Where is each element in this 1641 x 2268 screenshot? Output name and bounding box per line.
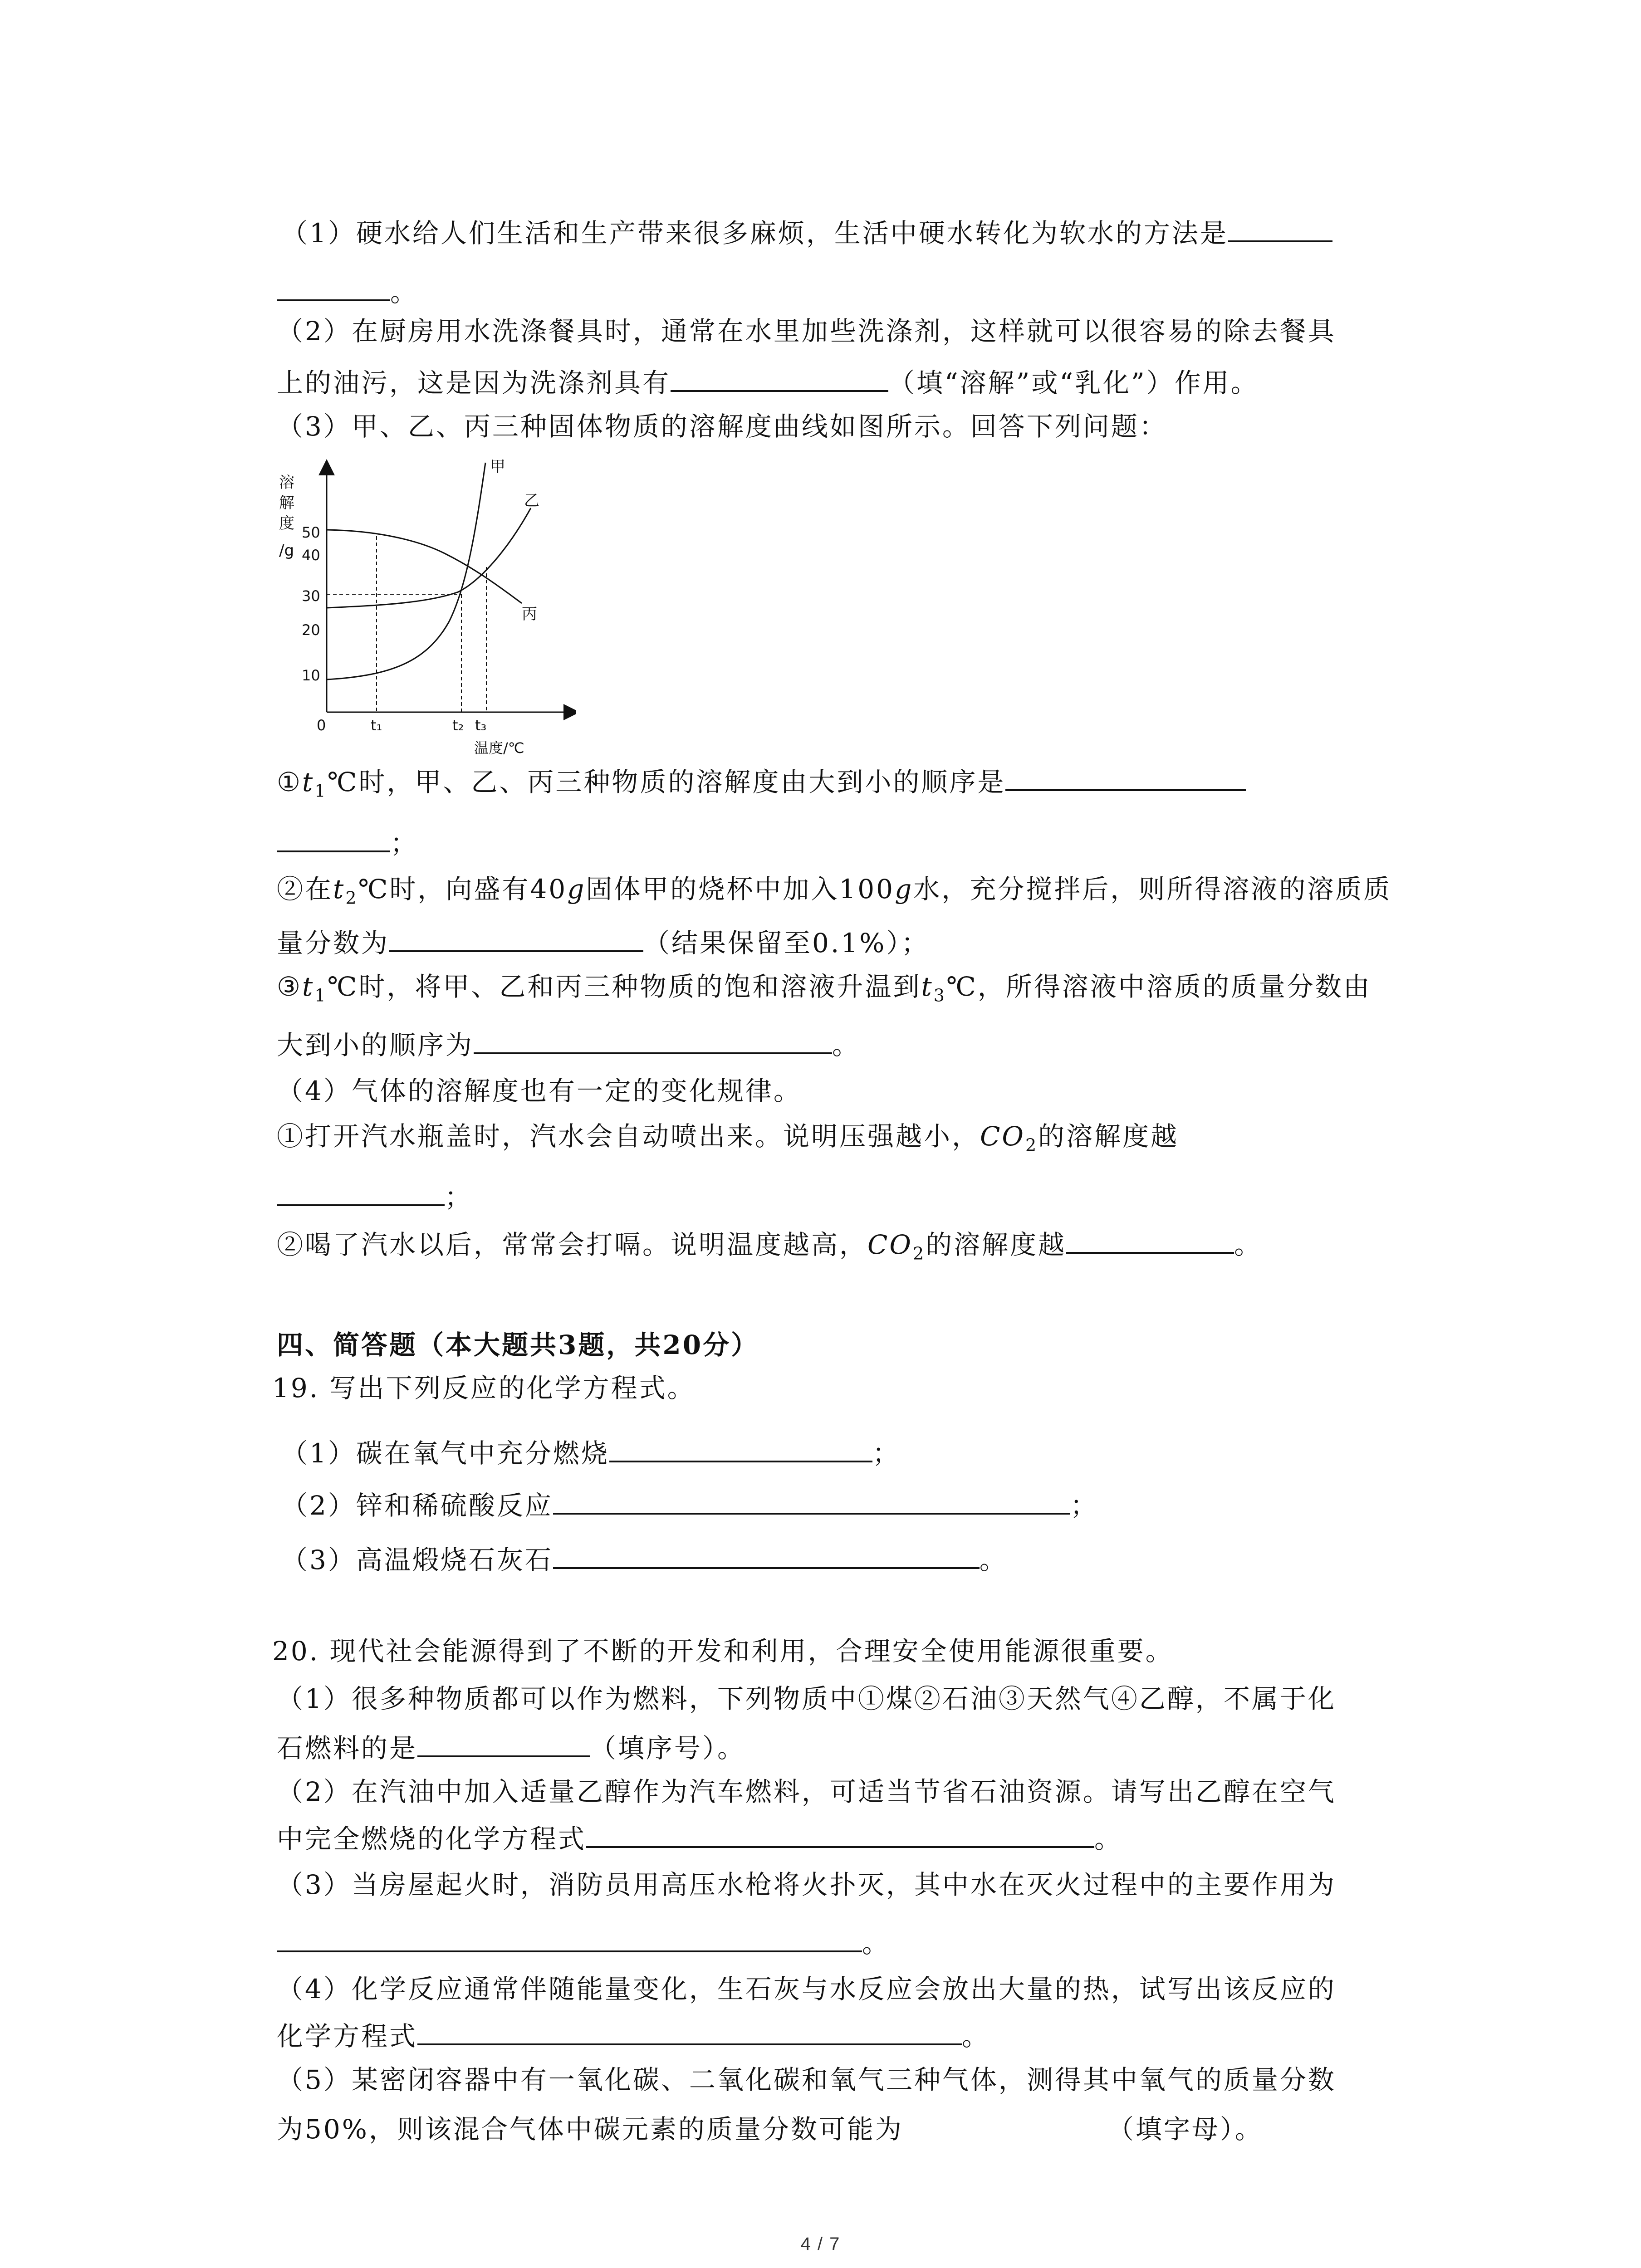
answer-blank[interactable] — [1228, 213, 1332, 242]
answer-blank[interactable] — [417, 2016, 962, 2045]
y-tick-50: 50 — [302, 524, 320, 541]
label-yi: 乙 — [524, 492, 539, 510]
y-tick-10: 10 — [302, 667, 320, 684]
q20-part5-line2: 为50%，则该混合气体中碳元素的质量分数可能为 （填字母）。 — [277, 2109, 1263, 2147]
q19-part1: （1）碳在氧气中充分燃烧 ； — [281, 1433, 901, 1471]
answer-blank[interactable] — [671, 363, 888, 392]
q18-sub1-line2: ； — [277, 823, 418, 861]
x-tick-t2: t₂ — [452, 717, 464, 734]
answer-blank-unlined[interactable] — [903, 2109, 1107, 2138]
answer-blank[interactable] — [417, 1728, 590, 1757]
q18-sub2-line2: 量分数为 （结果保留至0.1%）； — [277, 923, 929, 961]
answer-blank[interactable] — [277, 1177, 445, 1206]
answer-blank[interactable] — [277, 823, 390, 852]
q20-part4-line1: （4）化学反应通常伴随能量变化，生石灰与水反应会放出大量的热，试写出该反应的 — [277, 1974, 1336, 2004]
answer-blank[interactable] — [609, 1433, 872, 1462]
q19-part2: （2）锌和稀硫酸反应 ； — [281, 1486, 1098, 1524]
q20-part1-line2: 石燃料的是 （填序号）。 — [277, 1728, 745, 1766]
curve-bing — [327, 530, 522, 603]
q20-part1-line1: （1）很多种物质都可以作为燃料，下列物质中①煤②石油③天然气④乙醇，不属于化 — [277, 1683, 1336, 1714]
answer-blank[interactable] — [553, 1486, 1070, 1515]
y-axis-label-2: 解 — [279, 494, 294, 512]
q19-stem: 19. 写出下列反应的化学方程式。 — [272, 1373, 696, 1403]
answer-blank[interactable] — [277, 1923, 862, 1952]
q18-gas1-line1: ①打开汽水瓶盖时，汽水会自动喷出来。说明压强越小，$CO_2$的溶解度越 — [277, 1121, 1179, 1155]
y-axis-label-1: 溶 — [279, 474, 294, 492]
q18-sub3-line2: 大到小的顺序为 。 — [277, 1025, 860, 1063]
y-tick-20: 20 — [302, 621, 320, 639]
x-tick-t1: t₁ — [371, 717, 382, 734]
x-tick-t3: t₃ — [475, 717, 487, 734]
x-axis-label: 温度/℃ — [474, 739, 524, 757]
q20-part3-line1: （3）当房屋起火时，消防员用高压水枪将火扑灭，其中水在灭火过程中的主要作用为 — [277, 1869, 1336, 1900]
answer-blank[interactable] — [1066, 1225, 1234, 1254]
q19-part3: （3）高温煅烧石灰石 。 — [281, 1540, 1008, 1578]
section-heading: 四、简答题（本大题共3题，共20分） — [277, 1330, 759, 1360]
answer-blank[interactable] — [553, 1540, 980, 1569]
label-bing: 丙 — [522, 605, 537, 623]
q18-sub1-line1: $①t_1℃$时，甲、乙、丙三种物质的溶解度由大到小的顺序是 — [277, 762, 1246, 809]
page-number: 4 / 7 — [800, 2234, 841, 2254]
y-axis-label-4: /g — [279, 542, 294, 560]
answer-blank[interactable] — [389, 923, 643, 952]
q18-sub2-line1: ②在$t_2℃$时，向盛有40g固体甲的烧杯中加入100g水，充分搅拌后，则所得溶液的溶质质 — [277, 874, 1392, 908]
q20-part2-line1: （2）在汽油中加入适量乙醇作为汽车燃料，可适当节省石油资源。请写出乙醇在空气 — [277, 1776, 1336, 1807]
y-axis-label-3: 度 — [279, 514, 294, 533]
q20-part5-line1: （5）某密闭容器中有一氧化碳、二氧化碳和氧气三种气体，测得其中氧气的质量分数 — [277, 2064, 1336, 2095]
q18-part3-line: （3）甲、乙、丙三种固体物质的溶解度曲线如图所示。回答下列问题： — [277, 411, 1167, 442]
answer-blank[interactable] — [1005, 762, 1246, 791]
answer-blank[interactable] — [474, 1025, 832, 1054]
q20-part2-line2: 中完全燃烧的化学方程式 。 — [277, 1819, 1122, 1857]
q18-part2-line2: 上的油污，这是因为洗涤剂具有 （填“溶解”或“乳化”）作用。 — [277, 363, 1259, 401]
q18-sub3-line1: $③t_1℃$时，将甲、乙和丙三种物质的饱和溶液升温到$t_3℃$，所得溶液中溶质的质量分数由 — [277, 971, 1372, 1006]
q18-part4-line: （4）气体的溶解度也有一定的变化规律。 — [277, 1075, 802, 1106]
label-jia: 甲 — [490, 458, 505, 476]
q18-gas2-line: ②喝了汽水以后，常常会打嗝。说明温度越高，$CO_2$的溶解度越 。 — [277, 1225, 1262, 1272]
y-tick-30: 30 — [302, 587, 320, 605]
q18-part1-line2: 。 — [277, 272, 418, 310]
q20-part3-line2: 。 — [277, 1923, 890, 1961]
answer-blank[interactable] — [277, 272, 390, 301]
y-tick-40: 40 — [302, 547, 320, 564]
x-tick-0: 0 — [317, 717, 326, 734]
answer-blank[interactable] — [586, 1819, 1094, 1848]
solubility-curve-figure — [277, 458, 576, 758]
q20-stem: 20. 现代社会能源得到了不断的开发和利用，合理安全使用能源很重要。 — [272, 1636, 1174, 1667]
q20-part4-line2: 化学方程式 。 — [277, 2016, 990, 2054]
q18-part1-line1: （1）硬水给人们生活和生产带来很多麻烦，生活中硬水转化为软水的方法是 — [281, 213, 1332, 251]
q18-part2-line1: （2）在厨房用水洗涤餐具时，通常在水里加些洗涤剂，这样就可以很容易的除去餐具 — [277, 316, 1336, 347]
curve-yi — [327, 508, 531, 608]
q18-gas1-line2: ； — [277, 1177, 473, 1215]
